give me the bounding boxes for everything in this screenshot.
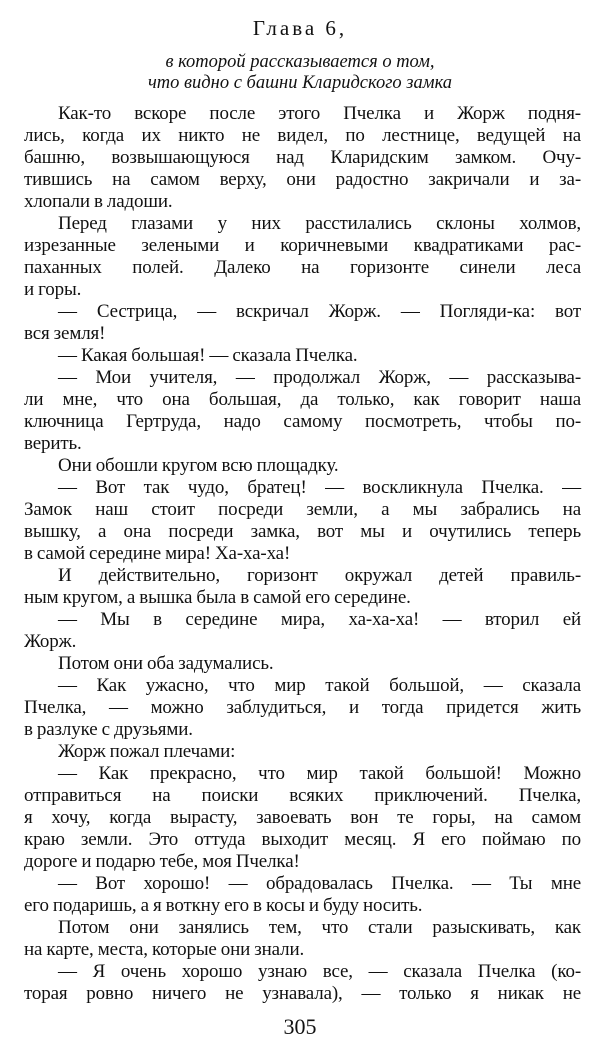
text-line: тившись на самом верху, они радостно закричали и за- bbox=[24, 169, 581, 190]
text-line: — Вот хорошо! — обрадовалась Пчелка. — Ты мне bbox=[58, 873, 581, 894]
text-line: — Как прекрасно, что мир такой большой! Можно bbox=[58, 763, 581, 784]
text-line: — Какая большая! — сказала Пчелка. bbox=[58, 345, 358, 366]
text-line: верить. bbox=[24, 433, 82, 454]
text-line: Пчелка, — можно заблудиться, и тогда придется жить bbox=[24, 697, 581, 718]
text-line: Жорж пожал плечами: bbox=[58, 741, 236, 762]
text-line: в самой середине мира! Ха-ха-ха! bbox=[24, 543, 291, 564]
text-line: — Как ужасно, что мир такой большой, — сказала bbox=[58, 675, 581, 696]
text-line: отправиться на поиски всяких приключений. Пчелка, bbox=[24, 785, 581, 806]
text-line: вся земля! bbox=[24, 323, 106, 344]
text-line: изрезанные зелеными и коричневыми квадратиками рас- bbox=[24, 235, 581, 256]
text-line: Потом они оба задумались. bbox=[58, 653, 274, 674]
text-line: Потом они занялись тем, что стали разыскивать, как bbox=[58, 917, 581, 938]
page-number: 305 bbox=[283, 1014, 317, 1039]
chapter-subtitle-line: что видно с башни Кларидского замка bbox=[147, 73, 453, 93]
text-line: хлопали в ладоши. bbox=[24, 191, 173, 212]
text-line: паханных полей. Далеко на горизонте синели леса bbox=[24, 257, 581, 278]
text-line: лись, когда их никто не видел, по лестнице, ведущей на bbox=[24, 125, 581, 146]
text-line: — Сестрица, — вскричал Жорж. — Погляди-ка: вот bbox=[58, 301, 581, 322]
text-line: в разлуке с друзьями. bbox=[24, 719, 193, 740]
text-line: я хочу, когда вырасту, завоевать вон те горы, на самом bbox=[24, 807, 581, 828]
text-line: башню, возвышающуюся над Кларидским замком. Очу- bbox=[24, 147, 581, 168]
text-line: его подаришь, а я воткну его в косы и буду носить. bbox=[24, 895, 423, 916]
text-line: Жорж. bbox=[24, 631, 77, 652]
text-line: ли мне, что она большая, да только, как говорит наша bbox=[24, 389, 581, 410]
text-line: Перед глазами у них расстилались склоны холмов, bbox=[58, 213, 581, 234]
text-line: дороге и подарю тебе, моя Пчелка! bbox=[24, 851, 300, 872]
text-line: и горы. bbox=[24, 279, 82, 300]
text-line: на карте, места, которые они знали. bbox=[24, 939, 305, 960]
text-line: ключница Гертруда, надо самому посмотреть, чтобы по- bbox=[24, 411, 581, 432]
text-line: краю земли. Это оттуда выходит месяц. Я его поймаю по bbox=[24, 829, 581, 850]
text-line: торая ровно ничего не узнавала), — только я никак не bbox=[24, 983, 581, 1004]
text-line: Они обошли кругом всю площадку. bbox=[58, 455, 339, 476]
chapter-title: Глава 6, bbox=[252, 16, 348, 40]
text-line: — Вот так чудо, братец! — воскликнула Пчелка. — bbox=[58, 477, 581, 498]
text-line: — Мы в середине мира, ха-ха-ха! — вторил ей bbox=[58, 609, 581, 630]
text-line: вышку, а она посреди замка, вот мы и очутились теперь bbox=[24, 521, 581, 542]
chapter-subtitle-line: в которой рассказывается о том, bbox=[165, 52, 435, 72]
text-line: — Мои учителя, — продолжал Жорж, — рассказыва- bbox=[58, 367, 581, 388]
text-line: И действительно, горизонт окружал детей правиль- bbox=[58, 565, 581, 586]
text-line: Замок наш стоит посреди земли, а мы забрались на bbox=[24, 499, 581, 520]
text-line: — Я очень хорошо узнаю все, — сказала Пчелка (ко- bbox=[58, 961, 581, 982]
text-line: ным кругом, а вышка была в самой его середине. bbox=[24, 587, 411, 608]
body-text bbox=[24, 103, 581, 1005]
text-line: Как-то вскоре после этого Пчелка и Жорж подня- bbox=[58, 103, 581, 124]
